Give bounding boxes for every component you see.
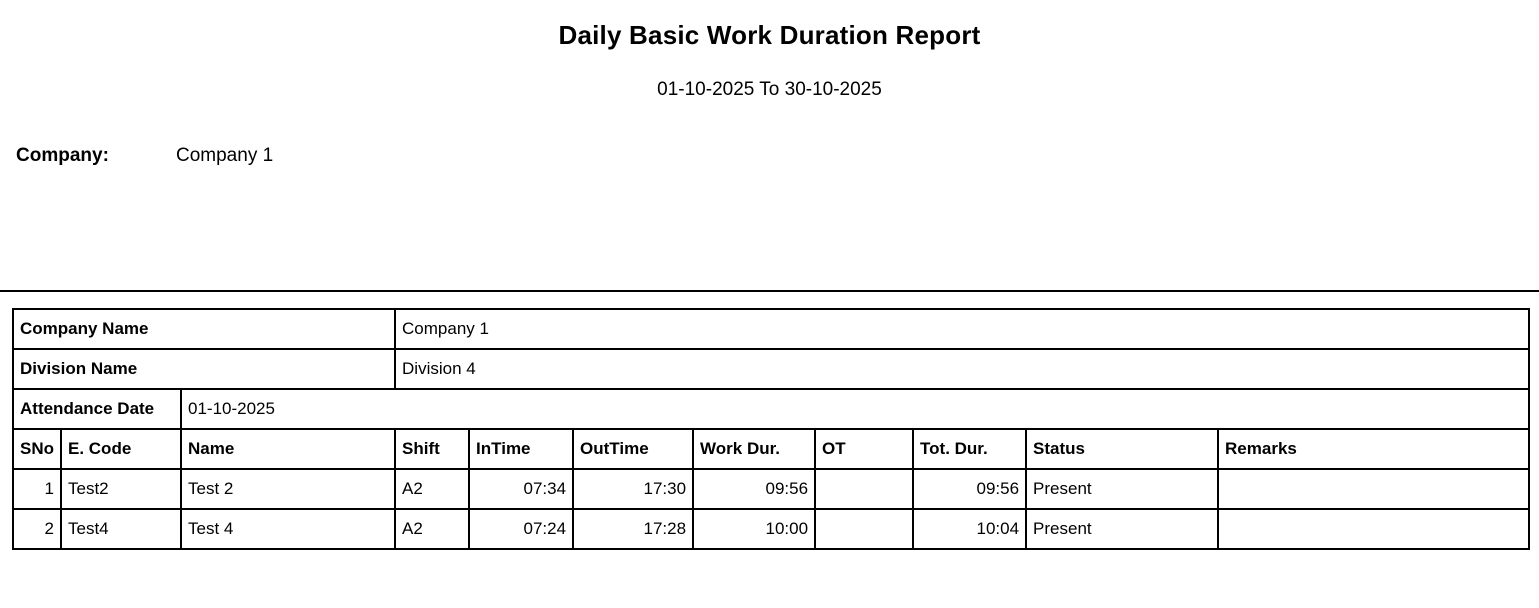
cell-status: Present [1026,509,1218,549]
page-title: Daily Basic Work Duration Report [558,20,981,50]
cell-work-dur: 09:56 [693,469,815,509]
cell-shift: A2 [395,509,469,549]
column-header-work-dur: Work Dur. [693,429,815,469]
cell-ecode: Test4 [61,509,181,549]
report-table-container [12,308,1531,550]
column-header-remarks: Remarks [1218,429,1529,469]
company-line [16,145,1539,167]
cell-outtime: 17:30 [573,469,693,509]
cell-tot-dur: 09:56 [913,469,1026,509]
report-table [12,308,1530,550]
column-header-ot: OT [815,429,913,469]
column-header-outtime: OutTime [573,429,693,469]
cell-intime: 07:24 [469,509,573,549]
cell-name: Test 4 [181,509,395,549]
cell-sno: 1 [13,469,61,509]
cell-work-dur: 10:00 [693,509,815,549]
company-name-value: Company 1 [395,309,1529,349]
meta-row-company [13,309,1529,349]
report-period: 01-10-2025 To 30-10-2025 [657,79,882,100]
cell-ot [815,509,913,549]
cell-outtime: 17:28 [573,509,693,549]
header-divider [0,290,1539,292]
column-header-sno: SNo [13,429,61,469]
table-row [13,469,1529,509]
cell-sno: 2 [13,509,61,549]
column-header-name: Name [181,429,395,469]
cell-tot-dur: 10:04 [913,509,1026,549]
company-label: Company: [16,145,109,166]
meta-row-attendance-date [13,389,1529,429]
cell-remarks [1218,469,1529,509]
attendance-date-value: 01-10-2025 [181,389,1529,429]
column-header-shift: Shift [395,429,469,469]
cell-ot [815,469,913,509]
column-header-status: Status [1026,429,1218,469]
division-name-label: Division Name [13,349,395,389]
cell-shift: A2 [395,469,469,509]
company-value: Company 1 [176,145,274,166]
cell-ecode: Test2 [61,469,181,509]
report-header [0,20,1539,167]
cell-name: Test 2 [181,469,395,509]
column-header-intime: InTime [469,429,573,469]
column-header-ecode: E. Code [61,429,181,469]
table-row [13,509,1529,549]
cell-remarks [1218,509,1529,549]
meta-row-division [13,349,1529,389]
attendance-date-label: Attendance Date [13,389,181,429]
cell-status: Present [1026,469,1218,509]
table-header-row [13,429,1529,469]
division-name-value: Division 4 [395,349,1529,389]
cell-intime: 07:34 [469,469,573,509]
company-name-label: Company Name [13,309,395,349]
column-header-tot-dur: Tot. Dur. [913,429,1026,469]
